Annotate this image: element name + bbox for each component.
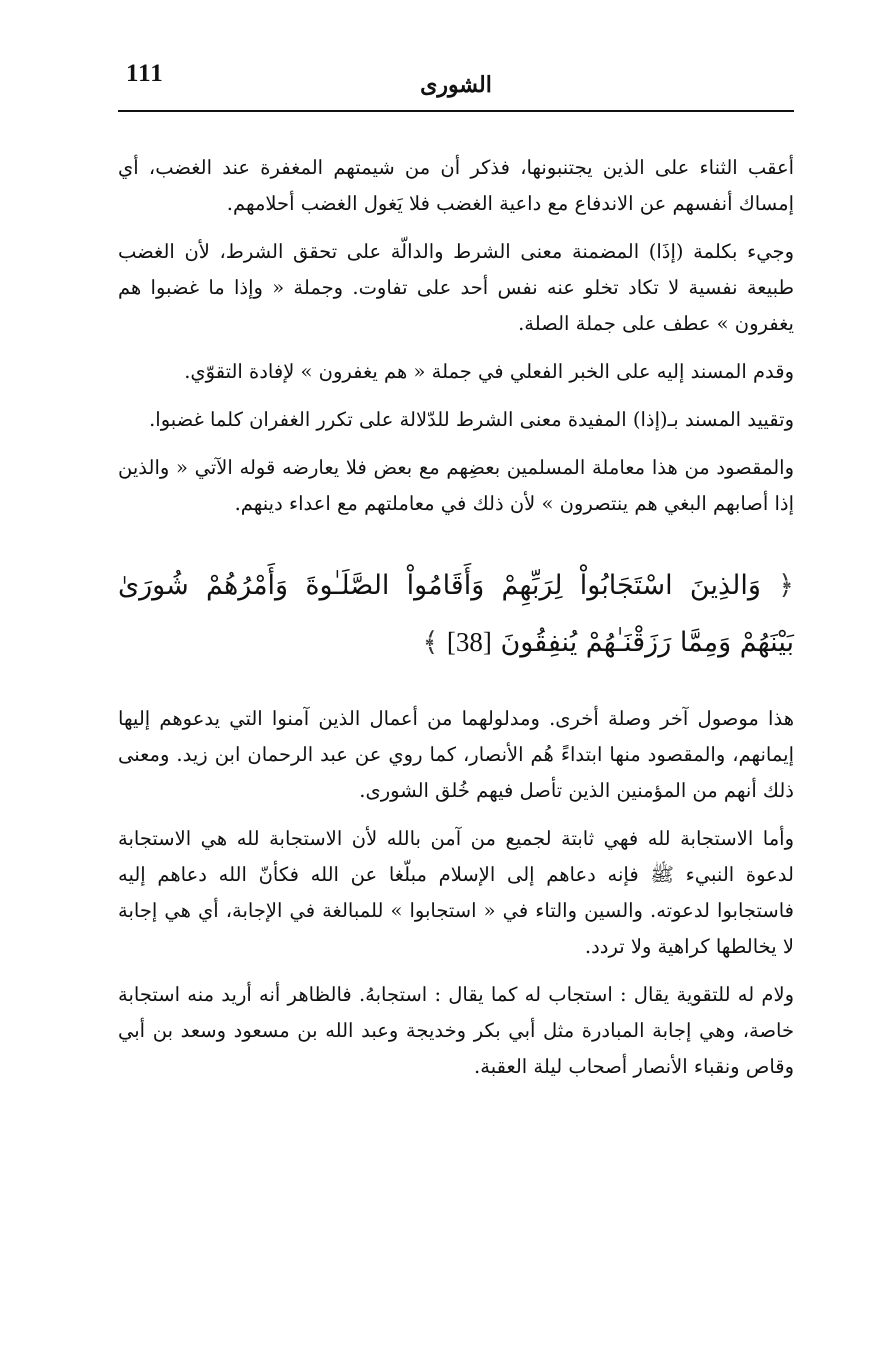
paragraph: وجيء بكلمة (إذَا) المضمنة معنى الشرط والدالّة على تحقق الشرط، لأن الغضب طبيعة نفسية لا تكاد تخلو عنه نفس أحد على تفاوت. وجملة « وإذا ما غضبوا هم يغفرون » عطف على جملة الصلة. bbox=[118, 240, 794, 335]
paragraph: وأما الاستجابة لله فهي ثابتة لجميع من آمن بالله لأن الاستجابة لله هي الاستجابة لدعوة النبيء ﷺ فإنه دعاهم إلى الإسلام مبلّغا عن الله فكأنّ الله دعاهم إليه فاستجابوا لدعوته. والسين والتاء في « استجابوا » للمبالغة في الإجابة، أي هي إجابة لا يخالطها كراهية ولا تردد. bbox=[118, 827, 794, 958]
paragraph: ولام له للتقوية يقال : استجاب له كما يقال : استجابهُ. فالظاهر أنه أريد منه استجابة خاصة، وهي إجابة المبادرة مثل أبي بكر وخديجة وعبد الله بن مسعود وسعد بن أبي وقاص ونقباء الأنصار أصحاب ليلة العقبة. bbox=[118, 983, 794, 1078]
page-header bbox=[118, 58, 794, 110]
verse-text: وَالذِينَ اسْتَجَابُواْ لِرَبِّهِمْ وَأَقَامُواْ الصَّلَـٰوةَ وَأَمْرُهُمْ شُورَىٰ بَيْنَهُمْ وَمِمَّا رَزَقْنَـٰهُمْ يُنفِقُونَ bbox=[118, 570, 794, 658]
verse-number: [38] bbox=[446, 627, 492, 657]
paragraph: هذا موصول آخر وصلة أخرى. ومدلولهما من أعمال الذين آمنوا التي يدعوهم إليها إيمانهم، والمقصود منها ابتداءً هُم الأنصار، كما روي عن عبد الرحمان ابن زيد. ومعنى ذلك أنهم من المؤمنين الذين تأصل فيهم خُلق الشورى. bbox=[118, 707, 794, 802]
paragraph: والمقصود من هذا معاملة المسلمين بعضِهم مع بعض فلا يعارضه قوله الآتي « والذين إذا أصابهم البغي هم ينتصرون » لأن ذلك في معاملتهم مع اعداء دينهم. bbox=[118, 456, 794, 515]
page-number: 111 bbox=[126, 60, 164, 87]
surah-title: الشورى bbox=[420, 72, 492, 98]
page-body bbox=[118, 150, 794, 1097]
paragraph: أعقب الثناء على الذين يجتنبونها، فذكر أن من شيمتهم المغفرة عند الغضب، أي إمساك أنفسهم عن الاندفاع مع داعية الغضب فلا يَغول الغضب أحلامهم. bbox=[118, 156, 794, 215]
paragraph: وتقييد المسند بـ(إذا) المفيدة معنى الشرط للدّلالة على تكرر الغفران كلما غضبوا. bbox=[149, 408, 794, 431]
header-divider bbox=[118, 110, 794, 112]
quran-verse bbox=[118, 558, 794, 671]
paragraph: وقدم المسند إليه على الخبر الفعلي في جملة « هم يغفرون » لإفادة التقوّي. bbox=[184, 360, 794, 383]
verse-close-bracket: ﴾ bbox=[422, 627, 439, 658]
verse-open-bracket: ﴿ bbox=[778, 570, 794, 601]
